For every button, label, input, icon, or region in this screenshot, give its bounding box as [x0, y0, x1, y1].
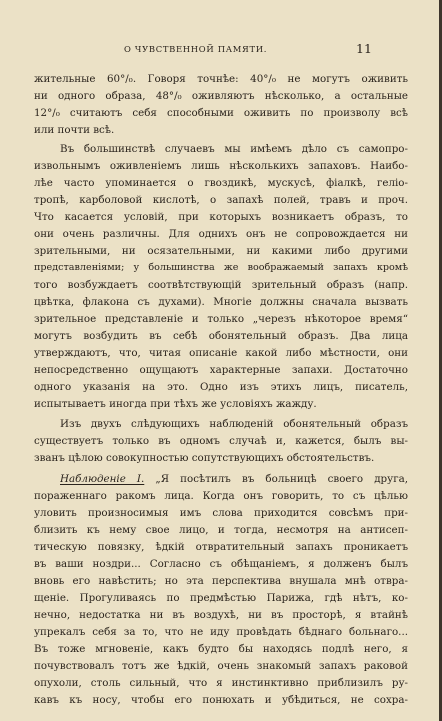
text-line: Въ тоже мгновеніе, какъ будто бы находясь подлѣ него, я [34, 643, 408, 655]
text-line: почувствовалъ тотъ же ѣдкій, очень знакомый запахъ раковой [34, 660, 408, 672]
text-line: зрительными, ни осязательными, ни какими либо другими [34, 245, 408, 257]
text-line: зрительное представленіе и только „черезъ нѣкоторое время“ [34, 313, 408, 325]
text-line: представленіями; у большинства же воображаемый запахъ кромѣ [34, 262, 408, 273]
text-line: кавъ къ носу, чтобы его понюхать и убѣдиться, не сохра- [34, 694, 408, 706]
text-line: жительные 60°/₀. Говоря точнѣе: 40°/₀ не могутъ оживить [34, 73, 408, 85]
text-line: утверждаютъ, что, читая описаніе какой либо мѣстности, они [34, 347, 408, 359]
text-line: цвѣтка, флакона съ духами). Многіе должны сначала вызвать [34, 296, 408, 308]
page-number: 11 [356, 41, 372, 56]
text-line: непосредственно ощущаютъ характерные запахи. Достаточно [34, 364, 408, 376]
text-line: Изъ двухъ слѣдующихъ наблюденій обонятельный образъ [60, 418, 408, 430]
text-line: вновь его навѣстить; но эта перспектива внушала мнѣ отвра- [34, 575, 408, 587]
observation-heading: Наблюденіе I. [60, 473, 145, 485]
text-line: тическую повязку, ѣдкій отвратительный запахъ проникаетъ [34, 541, 408, 553]
text-line: уловить произносимыя имъ слова приходится совсѣмъ при- [34, 507, 408, 519]
text-line: извольнымъ оживленіемъ лишь нѣсколькихъ запаховъ. Наибо- [34, 160, 408, 172]
text-line: щеніе. Прогуливаясь по предмѣстью Парижа, гдѣ нѣтъ, ко- [34, 592, 408, 604]
text-line: близить къ нему свое лицо, и тогда, несмотря на антисеп- [34, 524, 408, 536]
text-line: званъ цѣлою совокупностью сопутствующихъ обстоятельствъ. [34, 452, 375, 464]
text-line: въ ваши ноздри... Согласно съ обѣщаніемъ, я долженъ былъ [34, 558, 408, 570]
text-line: опухоли, столь сильный, что я инстинктивно приблизилъ ру- [34, 677, 408, 689]
text-line: тропѣ, карболовой кислотѣ, о запахѣ полей, травъ и проч. [34, 194, 408, 206]
text-line: пораженнаго ракомъ лица. Когда онъ говорить, то съ цѣлью [34, 490, 408, 502]
text-line: того возбуждаетъ соотвѣтствующій зрительный образъ (напр. [34, 279, 408, 291]
running-title: О ЧУВСТВЕННОЙ ПАМЯТИ. [124, 44, 268, 54]
text-line: нечно, недостатка ни въ воздухѣ, ни въ просторѣ, я втайнѣ [34, 609, 408, 621]
text-line: одного указанія на это. Одно изъ этихъ лицъ, писатель, [34, 381, 408, 393]
text-line: лѣе часто упоминается о гвоздикѣ, мускусѣ, фіалкѣ, геліо- [34, 177, 408, 189]
running-head [0, 41, 442, 60]
text-line: существуетъ только въ одномъ случаѣ и, кажется, былъ вы- [34, 435, 408, 447]
text-line: ни одного образа, 48°/₀ оживляютъ нѣсколько, а остальные [34, 90, 408, 102]
text-line: или почти всѣ. [34, 124, 115, 136]
text-line: Въ большинствѣ случаевъ мы имѣемъ дѣло съ самопро- [60, 143, 408, 155]
text-line: испытываетъ иногда при тѣхъ же условіяхъ жажду. [34, 398, 317, 410]
observation-first-line [60, 472, 408, 486]
text-line: они очень различны. Для однихъ онъ не сопровождается ни [34, 228, 408, 240]
text-line: Что касается условій, при которыхъ возникаетъ образъ, то [34, 211, 408, 223]
observation-first-line-text: „Я посѣтилъ въ больницѣ своего друга, [155, 473, 408, 485]
text-line: 12°/₀ считаютъ себя способными оживить по произволу всѣ [34, 107, 408, 119]
text-line: упрекалъ себя за то, что не иду провѣдать бѣднаго больнаго... [34, 626, 408, 638]
text-line: могутъ возбудить въ себѣ обонятельный образъ. Два лица [34, 330, 408, 342]
